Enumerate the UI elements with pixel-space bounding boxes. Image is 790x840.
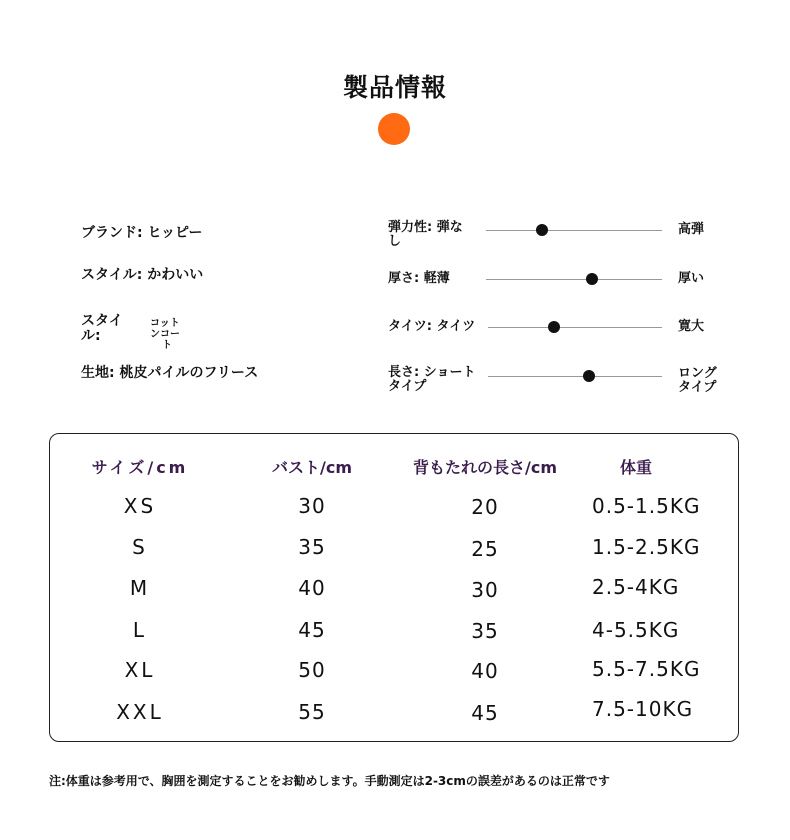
slider-thickness-right-line1: 厚い	[678, 271, 705, 286]
slider-length-knob	[583, 370, 595, 382]
table-cell: XXL	[116, 700, 164, 724]
slider-length-track	[488, 376, 662, 377]
table-cell: 30	[471, 578, 499, 602]
spec-style-2-label-line2: ル:	[81, 328, 101, 344]
table-header-size: サイズ/cm	[91, 458, 189, 477]
slider-fit-knob	[548, 321, 560, 333]
table-header-weight: 体重	[620, 458, 653, 477]
table-cell: 50	[298, 658, 326, 682]
accent-dot	[378, 113, 410, 145]
slider-elasticity-right-line1: 高弾	[678, 222, 705, 237]
slider-elasticity-label-line1: 弾力性: 弾な	[388, 220, 463, 235]
table-cell: 5.5-7.5KG	[592, 657, 701, 681]
slider-thickness-label-line1: 厚さ: 軽薄	[388, 271, 450, 286]
table-cell: L	[132, 618, 148, 642]
table-cell: 7.5-10KG	[592, 697, 694, 721]
spec-brand: ブランド: ヒッピー	[81, 225, 203, 241]
table-cell: M	[129, 576, 151, 600]
table-cell: 2.5-4KG	[592, 575, 680, 599]
table-cell: 40	[298, 576, 326, 600]
slider-length-label	[388, 366, 488, 394]
spec-style-2-value-line3: ト	[162, 340, 172, 351]
slider-length-right	[678, 367, 738, 395]
slider-fit-label	[388, 320, 488, 334]
table-cell: 45	[298, 618, 326, 642]
slider-fit-right-line1: 寛大	[678, 319, 705, 334]
slider-elasticity-right	[678, 223, 738, 237]
slider-length-label-line1: 長さ: ショート	[388, 365, 476, 380]
table-cell: S	[132, 535, 148, 559]
slider-elasticity-track	[486, 230, 662, 231]
table-cell: 55	[298, 700, 326, 724]
table-header-back-length: 背もたれの長さ/cm	[412, 458, 557, 477]
table-header-bust: バスト/cm	[271, 458, 352, 477]
spec-style-2-label-line1: スタイ	[81, 313, 123, 329]
spec-style-2-value	[150, 318, 190, 351]
slider-thickness-knob	[586, 273, 598, 285]
spec-style-2	[81, 314, 123, 344]
slider-length-right-line1: ロング	[678, 366, 717, 381]
table-cell: 35	[298, 535, 326, 559]
spec-style-2-value-line2: ンコー	[150, 329, 180, 340]
table-cell: 45	[471, 701, 499, 725]
table-cell: XS	[123, 494, 157, 518]
slider-elasticity-label	[388, 221, 488, 249]
page-title: 製品情報	[342, 73, 447, 102]
table-cell: 4-5.5KG	[592, 618, 680, 642]
table-cell: XL	[124, 658, 156, 682]
slider-thickness-track	[486, 279, 662, 280]
table-cell: 35	[471, 619, 499, 643]
spec-material: 生地: 桃皮パイルのフリース	[81, 365, 259, 381]
slider-length-label-line2: タイプ	[388, 379, 427, 394]
slider-length-right-line2: タイプ	[678, 380, 717, 395]
measurement-note: 注:体重は参考用で、胸囲を測定することをお勧めします。手動測定は2-3cmの誤差があるのは正常です	[49, 774, 610, 788]
table-cell: 1.5-2.5KG	[592, 535, 701, 559]
slider-fit-track	[488, 327, 662, 328]
table-cell: 25	[471, 537, 499, 561]
slider-thickness-label	[388, 272, 488, 286]
slider-fit-right	[678, 320, 738, 334]
spec-style-2-value-line1: コット	[150, 318, 180, 329]
spec-style: スタイル: かわいい	[81, 267, 204, 283]
slider-thickness-right	[678, 272, 738, 286]
table-cell: 40	[471, 659, 499, 683]
table-cell: 0.5-1.5KG	[592, 494, 701, 518]
slider-fit-label-line1: タイツ: タイツ	[388, 319, 476, 334]
slider-elasticity-knob	[536, 224, 548, 236]
table-cell: 20	[471, 495, 499, 519]
table-cell: 30	[298, 494, 326, 518]
slider-elasticity-label-line2: し	[388, 234, 402, 249]
